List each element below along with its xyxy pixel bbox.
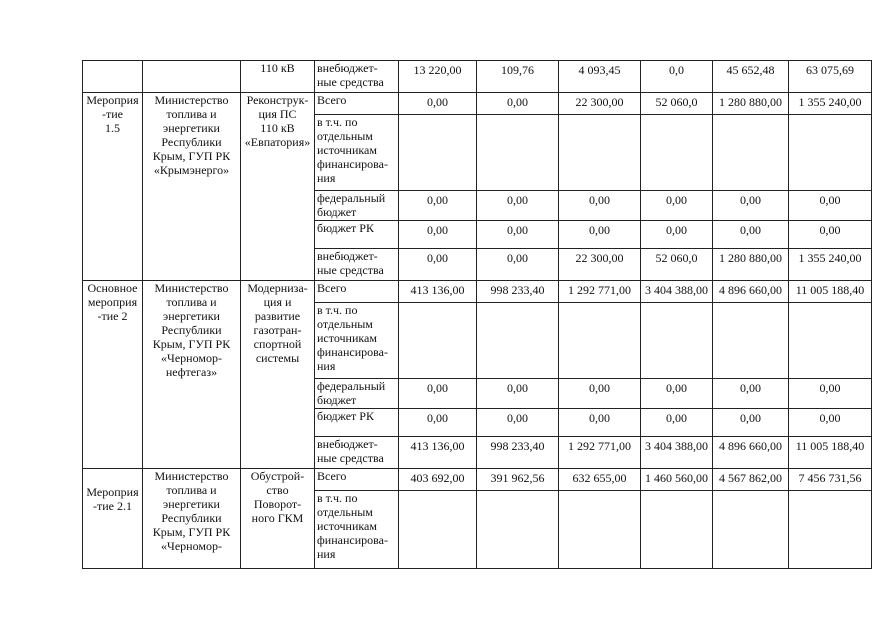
executor-cell: [143, 61, 241, 93]
value-cell: [641, 491, 713, 569]
source-cell: бюджет РК: [315, 221, 399, 249]
value-cell: [477, 491, 559, 569]
value-cell: 0,00: [789, 191, 872, 221]
event-cell: Основное мероприя -тие 2: [83, 281, 143, 469]
value-cell: [559, 303, 641, 379]
source-cell: в т.ч. по отдельным источникам финансирова- ния: [315, 303, 399, 379]
object-cell: Реконструк- ция ПС 110 кВ «Евпатория»: [241, 93, 315, 281]
object-cell: Обустрой- ство Поворот- ного ГКМ: [241, 469, 315, 569]
object-cell: 110 кВ: [241, 61, 315, 93]
value-cell: [559, 491, 641, 569]
value-cell: 1 292 771,00: [559, 437, 641, 469]
value-cell: 0,00: [399, 379, 477, 409]
value-cell: 0,00: [477, 249, 559, 281]
value-cell: [559, 115, 641, 191]
value-cell: [641, 115, 713, 191]
value-cell: 0,00: [641, 221, 713, 249]
value-cell: [713, 115, 789, 191]
value-cell: 0,00: [399, 221, 477, 249]
value-cell: 1 292 771,00: [559, 281, 641, 303]
value-cell: 998 233,40: [477, 437, 559, 469]
value-cell: 22 300,00: [559, 93, 641, 115]
value-cell: [789, 303, 872, 379]
value-cell: 0,00: [641, 191, 713, 221]
source-cell: в т.ч. по отдельным источникам финансирова- ния: [315, 491, 399, 569]
executor-cell: Министерство топлива и энергетики Республики Крым, ГУП РК «Крымэнерго»: [143, 93, 241, 281]
executor-cell: Министерство топлива и энергетики Республики Крым, ГУП РК «Черномор-: [143, 469, 241, 569]
value-cell: 45 652,48: [713, 61, 789, 93]
value-cell: 1 460 560,00: [641, 469, 713, 491]
value-cell: 0,00: [713, 409, 789, 437]
table-row: [83, 281, 872, 303]
value-cell: 11 005 188,40: [789, 437, 872, 469]
source-cell: внебюджет- ные средства: [315, 437, 399, 469]
value-cell: 52 060,0: [641, 249, 713, 281]
value-cell: 0,00: [789, 221, 872, 249]
source-cell: Всего: [315, 93, 399, 115]
value-cell: [477, 303, 559, 379]
event-cell: Мероприя -тие 1.5: [83, 93, 143, 281]
value-cell: 0,00: [559, 379, 641, 409]
value-cell: 0,00: [713, 221, 789, 249]
value-cell: 0,00: [399, 409, 477, 437]
value-cell: 0,00: [559, 409, 641, 437]
value-cell: 0,00: [559, 221, 641, 249]
value-cell: 0,00: [641, 379, 713, 409]
value-cell: 0,00: [559, 191, 641, 221]
value-cell: 0,00: [789, 379, 872, 409]
financing-table: [82, 60, 872, 569]
value-cell: 7 456 731,56: [789, 469, 872, 491]
value-cell: 0,0: [641, 61, 713, 93]
value-cell: 0,00: [477, 191, 559, 221]
source-cell: Всего: [315, 281, 399, 303]
source-cell: в т.ч. по отдельным источникам финансирова- ния: [315, 115, 399, 191]
source-cell: внебюджет- ные средства: [315, 249, 399, 281]
value-cell: [789, 115, 872, 191]
value-cell: 1 355 240,00: [789, 93, 872, 115]
value-cell: 632 655,00: [559, 469, 641, 491]
value-cell: [713, 491, 789, 569]
value-cell: 11 005 188,40: [789, 281, 872, 303]
value-cell: 1 355 240,00: [789, 249, 872, 281]
value-cell: 3 404 388,00: [641, 281, 713, 303]
value-cell: [399, 491, 477, 569]
source-cell: федеральный бюджет: [315, 379, 399, 409]
value-cell: 391 962,56: [477, 469, 559, 491]
table-row: [83, 469, 872, 491]
executor-cell: Министерство топлива и энергетики Республики Крым, ГУП РК «Черномор- нефтегаз»: [143, 281, 241, 469]
value-cell: 3 404 388,00: [641, 437, 713, 469]
value-cell: 22 300,00: [559, 249, 641, 281]
value-cell: 0,00: [399, 93, 477, 115]
value-cell: 0,00: [477, 221, 559, 249]
value-cell: 0,00: [477, 379, 559, 409]
value-cell: 403 692,00: [399, 469, 477, 491]
source-cell: Всего: [315, 469, 399, 491]
event-cell: Мероприя -тие 2.1: [83, 469, 143, 569]
value-cell: 63 075,69: [789, 61, 872, 93]
value-cell: [789, 491, 872, 569]
table-row: [83, 61, 872, 93]
source-cell: внебюджет- ные средства: [315, 61, 399, 93]
value-cell: 0,00: [641, 409, 713, 437]
value-cell: 1 280 880,00: [713, 249, 789, 281]
value-cell: [399, 303, 477, 379]
value-cell: 0,00: [477, 409, 559, 437]
table-row: [83, 93, 872, 115]
value-cell: 1 280 880,00: [713, 93, 789, 115]
value-cell: [399, 115, 477, 191]
value-cell: 0,00: [713, 191, 789, 221]
object-cell: Модерниза- ция и развитие газотран- спортной системы: [241, 281, 315, 469]
value-cell: 4 093,45: [559, 61, 641, 93]
value-cell: 4 567 862,00: [713, 469, 789, 491]
value-cell: 0,00: [399, 191, 477, 221]
value-cell: 413 136,00: [399, 437, 477, 469]
value-cell: 4 896 660,00: [713, 437, 789, 469]
value-cell: 52 060,0: [641, 93, 713, 115]
value-cell: [477, 115, 559, 191]
value-cell: [713, 303, 789, 379]
value-cell: 413 136,00: [399, 281, 477, 303]
source-cell: бюджет РК: [315, 409, 399, 437]
value-cell: 998 233,40: [477, 281, 559, 303]
source-cell: федеральный бюджет: [315, 191, 399, 221]
event-cell: [83, 61, 143, 93]
value-cell: [641, 303, 713, 379]
value-cell: 4 896 660,00: [713, 281, 789, 303]
value-cell: 0,00: [789, 409, 872, 437]
table-body: [83, 61, 872, 569]
value-cell: 13 220,00: [399, 61, 477, 93]
value-cell: 109,76: [477, 61, 559, 93]
value-cell: 0,00: [713, 379, 789, 409]
value-cell: 0,00: [477, 93, 559, 115]
value-cell: 0,00: [399, 249, 477, 281]
